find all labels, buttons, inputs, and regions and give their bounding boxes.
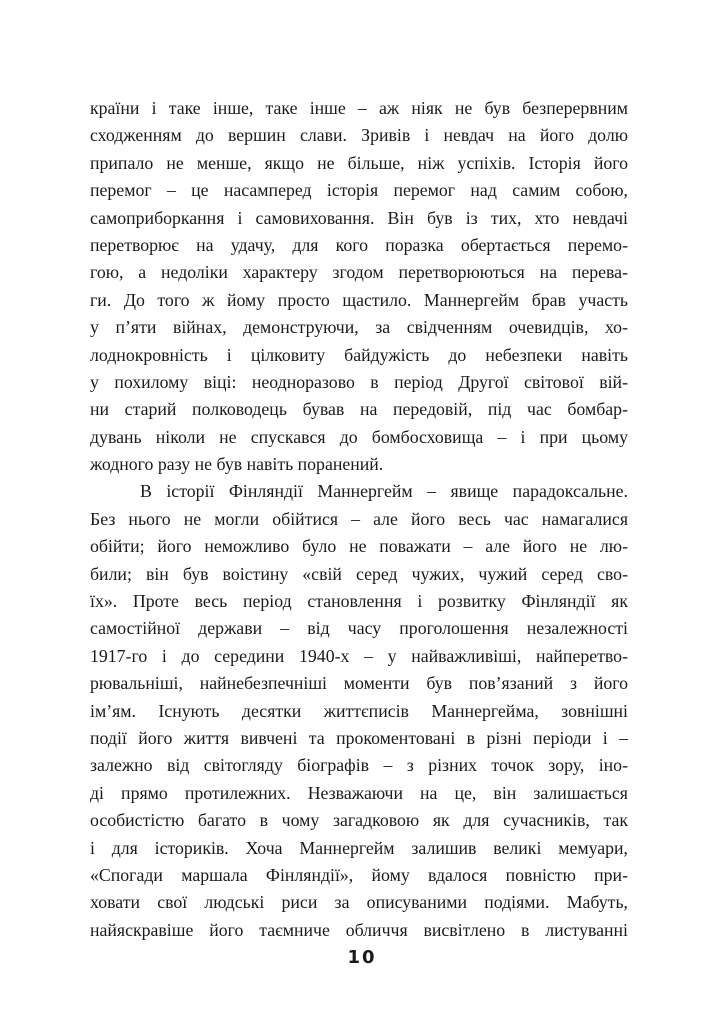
text-line: і для істориків. Хоча Маннергейм залишив великі мемуари, — [90, 837, 628, 858]
text-line: рювальніші, найнебезпечніші моменти був пов’язаний з його — [90, 673, 628, 694]
text-line: самоприборкання і самовиховання. Він був із тих, хто невдачі — [90, 207, 628, 228]
text-line: 1917-го і до середини 1940-х – у найважливіші, найперетво- — [90, 645, 628, 666]
text-line: країни і таке інше, таке інше – аж ніяк не був безперервним — [90, 98, 628, 118]
text-line: били; він був воістину «свій серед чужих, чужий серед сво- — [90, 563, 628, 584]
text-line: жодного разу не був навіть поранений. — [90, 454, 384, 475]
text-line: обійти; його неможливо було не поважати – але його не лю- — [90, 536, 628, 557]
text-line: Без нього не могли обійтися – але його весь час намагалися — [90, 508, 628, 529]
text-line: «Спогади маршала Фінляндії», йому вдалося повністю при- — [90, 864, 628, 885]
text-line: дувань ніколи не спускався до бомбосховища – і при цьому — [90, 426, 628, 447]
page-number: 10 — [347, 947, 377, 968]
text-line: сходженням до вершин слави. Зривів і невдач на його долю — [90, 125, 628, 146]
text-line: у похилому віці: неодноразово в період Другої світової вій- — [90, 371, 628, 392]
text-line: ни старий полководець бував на передовій, під час бомбар- — [90, 399, 628, 420]
text-line: припало не менше, якщо не більше, ніж успіхів. Історія його — [90, 152, 628, 173]
text-line: ховати свої людські риси за описуваними подіями. Мабуть, — [90, 892, 628, 913]
text-line: їх». Проте весь період становлення і розвитку Фінляндії як — [90, 591, 628, 612]
text-line: найяскравіше його таємниче обличчя висвітлено в листуванні — [90, 919, 628, 940]
text-line: ім’ям. Існують десятки життєписів Маннергейма, зовнішні — [90, 700, 628, 721]
text-line: події його життя вивчені та прокоментовані в різні періоди і – — [90, 727, 628, 748]
paragraph-1 — [90, 95, 628, 478]
text-line: ді прямо протилежних. Незважаючи на це, він залишається — [90, 782, 628, 803]
text-line: гою, а недоліки характеру згодом перетворюються на перева- — [90, 262, 628, 283]
text-line: В історії Фінляндії Маннергейм – явище парадоксальне. — [140, 481, 628, 502]
text-line: залежно від світогляду біографів – з різних точок зору, іно- — [90, 755, 628, 776]
body-text — [90, 95, 628, 944]
text-line: перетворює на удачу, для кого поразка обертається перемо- — [90, 234, 628, 255]
text-line: самостійної держави – від часу проголошення незалежності — [90, 618, 628, 639]
text-line: у п’яти війнах, демонструючи, за свідченням очевидців, хо- — [90, 317, 628, 338]
paragraph-2 — [90, 478, 628, 944]
text-line: особистістю багато в чому загадковою як для сучасників, так — [90, 810, 628, 831]
text-line: лоднокровність і цілковиту байдужість до небезпеки навіть — [90, 344, 628, 365]
text-line: ги. До того ж йому просто щастило. Маннергейм брав участь — [90, 289, 628, 310]
text-line: перемог – це насамперед історія перемог над самим собою, — [90, 180, 628, 201]
